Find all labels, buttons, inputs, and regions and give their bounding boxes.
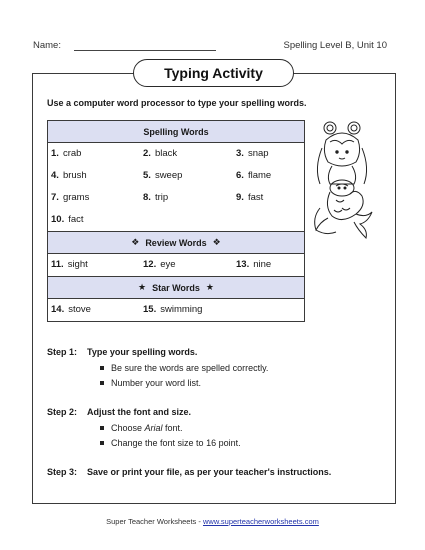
table-row bbox=[48, 165, 304, 187]
word-item: 2. black bbox=[143, 148, 178, 159]
bullet-icon bbox=[100, 366, 104, 370]
bullet-icon bbox=[100, 426, 104, 430]
table-row bbox=[48, 209, 304, 232]
step-1: Step 1: Type your spelling words. bbox=[47, 347, 198, 357]
review-words-header: ❖ Review Words ❖ bbox=[48, 232, 304, 254]
diamond-icon: ❖ bbox=[212, 237, 221, 247]
word-item: 14. stove bbox=[51, 304, 91, 315]
word-table bbox=[47, 120, 305, 322]
star-icon: ★ bbox=[205, 282, 214, 292]
name-label: Name: bbox=[33, 40, 61, 51]
table-row bbox=[48, 143, 304, 165]
level-unit: Spelling Level B, Unit 10 bbox=[283, 40, 387, 51]
table-row bbox=[48, 187, 304, 209]
star-icon: ★ bbox=[138, 282, 147, 292]
step-3: Step 3: Save or print your file, as per your teacher's instructions. bbox=[47, 467, 332, 477]
star-words-header: ★ Star Words ★ bbox=[48, 277, 304, 299]
word-item: 15. swimming bbox=[143, 304, 203, 315]
step-2: Step 2: Adjust the font and size. bbox=[47, 407, 192, 417]
diamond-icon: ❖ bbox=[131, 237, 140, 247]
mermaid-girl-icon bbox=[306, 118, 378, 243]
word-item: 9. fast bbox=[236, 192, 264, 203]
footer-link[interactable]: www.superteacherworksheets.com bbox=[202, 517, 319, 526]
list-item: Change the font size to 16 point. bbox=[100, 438, 241, 448]
page-title: Typing Activity bbox=[133, 59, 294, 87]
word-item: 8. trip bbox=[143, 192, 169, 203]
word-item: 10. fact bbox=[51, 214, 84, 225]
word-item: 3. snap bbox=[236, 148, 269, 159]
table-row bbox=[48, 254, 304, 277]
word-item: 11. sight bbox=[51, 259, 88, 270]
list-item: Number your word list. bbox=[100, 378, 201, 388]
footer: Super Teacher Worksheets - www.superteacherworksheets.com bbox=[106, 517, 319, 526]
table-row bbox=[48, 299, 304, 321]
name-input-line[interactable] bbox=[74, 50, 216, 51]
intro-text: Use a computer word processor to type your spelling words. bbox=[47, 98, 307, 108]
word-item: 6. flame bbox=[236, 170, 272, 181]
bullet-icon bbox=[100, 381, 104, 385]
spelling-words-header: Spelling Words bbox=[48, 121, 304, 143]
bullet-icon bbox=[100, 441, 104, 445]
word-item: 4. brush bbox=[51, 170, 87, 181]
list-item: Be sure the words are spelled correctly. bbox=[100, 363, 268, 373]
word-item: 12. eye bbox=[143, 259, 176, 270]
word-item: 13. nine bbox=[236, 259, 272, 270]
word-item: 1. crab bbox=[51, 148, 82, 159]
list-item: Choose Arial font. bbox=[100, 423, 183, 433]
word-item: 7. grams bbox=[51, 192, 90, 203]
word-item: 5. sweep bbox=[143, 170, 183, 181]
